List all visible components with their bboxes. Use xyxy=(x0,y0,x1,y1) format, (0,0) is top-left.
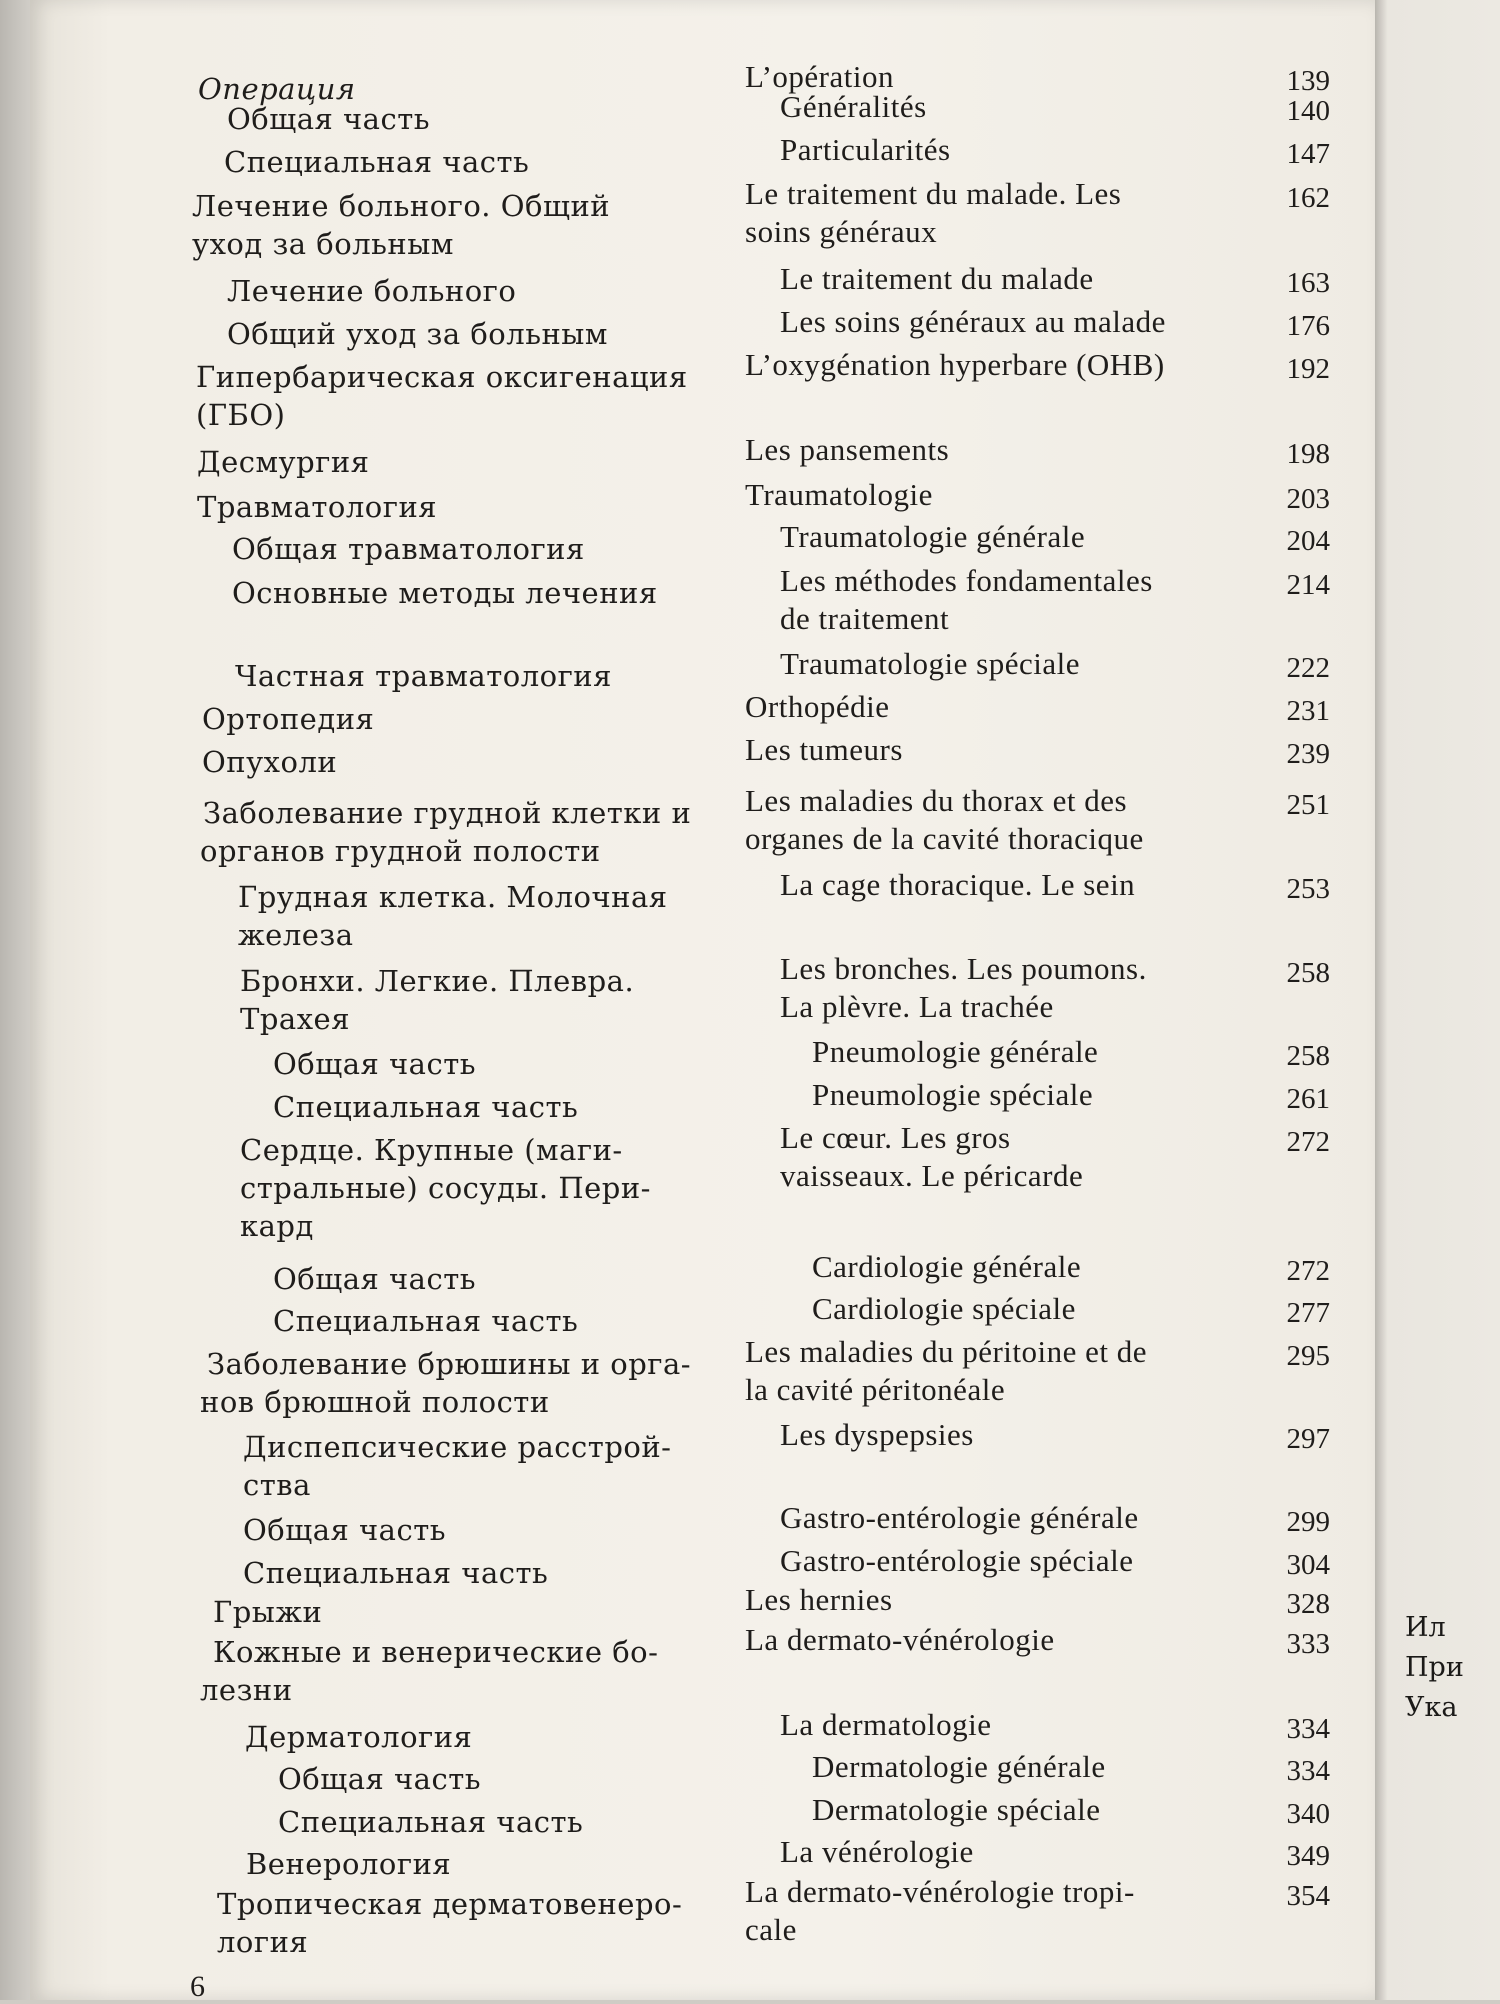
toc-entry-russian: Дерматология xyxy=(245,1720,473,1754)
toc-page-number: 192 xyxy=(1286,353,1330,385)
toc-page-number: 239 xyxy=(1286,738,1330,770)
toc-entry-french: Traumatologie xyxy=(745,477,933,512)
toc-entry-russian: Лечение больного xyxy=(227,274,517,308)
toc-entry-russian: Специальная часть xyxy=(224,145,530,179)
toc-entry-french: de traitement xyxy=(780,601,950,636)
toc-page-number: 295 xyxy=(1286,1340,1330,1372)
toc-page-number: 354 xyxy=(1286,1880,1330,1912)
toc-entry-french: cale xyxy=(745,1912,797,1947)
toc-page-number: 258 xyxy=(1286,1040,1330,1072)
toc-entry-russian: стральные) сосуды. Пери- xyxy=(240,1171,651,1205)
toc-entry-russian: Грудная клетка. Молочная xyxy=(238,880,668,914)
toc-entry-russian: Лечение больного. Общий xyxy=(192,189,611,223)
toc-page-number: 214 xyxy=(1286,569,1330,601)
toc-entry-russian: Специальная часть xyxy=(273,1304,579,1338)
toc-entry-french: Le traitement du malade. Les xyxy=(745,176,1122,211)
toc-page-number: 304 xyxy=(1286,1549,1330,1581)
toc-page-number: 163 xyxy=(1286,267,1330,299)
toc-entry-russian: Грыжи xyxy=(213,1595,323,1629)
toc-entry-french: Les hernies xyxy=(745,1582,893,1617)
toc-entry-french: Pneumologie spéciale xyxy=(812,1077,1094,1112)
page-number: 6 xyxy=(190,1970,205,2003)
toc-entry-russian: Общая травматология xyxy=(232,532,585,566)
toc-entry-russian: кард xyxy=(240,1209,314,1243)
toc-entry-russian: (ГБО) xyxy=(196,398,286,432)
toc-entry-french: Dermatologie générale xyxy=(812,1749,1106,1784)
toc-entry-french: soins généraux xyxy=(745,214,938,249)
toc-entry-russian: Травматология xyxy=(197,490,438,524)
toc-entry-french: Le cœur. Les gros xyxy=(780,1120,1011,1155)
toc-entry-french: organes de la cavité thoracique xyxy=(745,821,1144,856)
toc-entry-russian: Общая часть xyxy=(278,1762,482,1796)
toc-entry-russian: Тропическая дерматовенеро- xyxy=(217,1887,683,1921)
toc-page-number: 139 xyxy=(1286,65,1330,97)
toc-entry-russian: Специальная часть xyxy=(273,1090,579,1124)
toc-page-number: 204 xyxy=(1286,525,1330,557)
toc-entry-french: la cavité péritonéale xyxy=(745,1372,1006,1407)
toc-entry-french: La cage thoracique. Le sein xyxy=(780,867,1136,902)
toc-page-number: 277 xyxy=(1286,1297,1330,1329)
toc-page-number: 333 xyxy=(1286,1628,1330,1660)
toc-entry-russian: Десмургия xyxy=(197,445,370,479)
toc-entry-russian: Основные методы лечения xyxy=(232,576,658,610)
toc-entry-russian: железа xyxy=(238,918,354,952)
toc-page-number: 162 xyxy=(1286,182,1330,214)
toc-page-number: 328 xyxy=(1286,1588,1330,1620)
toc-entry-french: Les maladies du péritoine et de xyxy=(745,1334,1148,1369)
toc-page-number: 203 xyxy=(1286,483,1330,515)
toc-page-number: 231 xyxy=(1286,695,1330,727)
toc-entry-russian: Общая часть xyxy=(273,1047,477,1081)
toc-entry-french: Particularités xyxy=(780,132,951,167)
toc-entry-russian: уход за больным xyxy=(192,227,454,261)
toc-entry-russian: Бронхи. Легкие. Плевра. xyxy=(240,964,635,998)
toc-entry-french: L’oxygénation hyperbare (OHB) xyxy=(745,347,1165,382)
toc-entry-russian: Операция xyxy=(198,72,356,106)
toc-entry-russian: Общая часть xyxy=(273,1262,477,1296)
toc-entry-french: La dermatologie xyxy=(780,1707,992,1742)
toc-page-number: 261 xyxy=(1286,1083,1330,1115)
toc-entry-russian: Венерология xyxy=(246,1847,452,1881)
facing-page-fragment: При xyxy=(1405,1652,1464,1683)
toc-page-number: 253 xyxy=(1286,873,1330,905)
toc-entry-french: Traumatologie générale xyxy=(780,519,1086,554)
toc-entry-russian: Опухоли xyxy=(202,745,338,779)
toc-page-number: 140 xyxy=(1286,95,1330,127)
toc-page-number: 272 xyxy=(1286,1126,1330,1158)
toc-page-number: 251 xyxy=(1286,789,1330,821)
toc-page-number: 222 xyxy=(1286,652,1330,684)
toc-page-number: 349 xyxy=(1286,1840,1330,1872)
toc-entry-russian: Диспепсические расстрой- xyxy=(243,1430,672,1464)
toc-entry-french: Cardiologie générale xyxy=(812,1249,1082,1284)
toc-page-number: 334 xyxy=(1286,1755,1330,1787)
toc-entry-russian: Заболевание брюшины и орга- xyxy=(207,1347,692,1381)
toc-entry-russian: Кожные и венерические бо- xyxy=(213,1635,659,1669)
toc-entry-russian: Общая часть xyxy=(243,1513,447,1547)
toc-entry-russian: органов грудной полости xyxy=(200,834,601,868)
toc-entry-french: Dermatologie spéciale xyxy=(812,1792,1101,1827)
toc-entry-french: Orthopédie xyxy=(745,689,890,724)
toc-entry-french: Les pansements xyxy=(745,432,950,467)
toc-entry-russian: Специальная часть xyxy=(243,1556,549,1590)
toc-entry-russian: Сердце. Крупные (маги- xyxy=(240,1133,623,1167)
toc-page-number: 198 xyxy=(1286,438,1330,470)
toc-entry-russian: логия xyxy=(217,1925,309,1959)
toc-entry-french: La plèvre. La trachée xyxy=(780,989,1054,1024)
toc-entry-russian: Общая часть xyxy=(227,102,431,136)
facing-page-fragment: Ил xyxy=(1405,1612,1446,1643)
toc-entry-french: Gastro-entérologie spéciale xyxy=(780,1543,1134,1578)
toc-page-number: 297 xyxy=(1286,1423,1330,1455)
toc-entry-french: L’opération xyxy=(745,59,894,94)
toc-entry-russian: Гипербарическая оксигенация xyxy=(196,360,688,394)
toc-page-number: 258 xyxy=(1286,957,1330,989)
toc-entry-french: Les dyspepsies xyxy=(780,1417,974,1452)
toc-entry-french: Les maladies du thorax et des xyxy=(745,783,1128,818)
toc-entry-french: Les tumeurs xyxy=(745,732,903,767)
toc-entry-french: Pneumologie générale xyxy=(812,1034,1099,1069)
toc-entry-russian: нов брюшной полости xyxy=(200,1385,550,1419)
toc-entry-russian: Частная травматология xyxy=(235,659,612,693)
toc-page-number: 176 xyxy=(1286,310,1330,342)
toc-page-number: 299 xyxy=(1286,1506,1330,1538)
toc-entry-russian: ства xyxy=(243,1468,311,1502)
toc-entry-french: La vénérologie xyxy=(780,1834,974,1869)
toc-entry-french: Les bronches. Les poumons. xyxy=(780,951,1147,986)
toc-entry-french: Cardiologie spéciale xyxy=(812,1291,1076,1326)
toc-entry-russian: Общий уход за больным xyxy=(227,317,608,351)
toc-entry-russian: Трахея xyxy=(240,1002,351,1036)
toc-entry-french: Les méthodes fondamentales xyxy=(780,563,1153,598)
toc-entry-french: Le traitement du malade xyxy=(780,261,1094,296)
toc-page-number: 147 xyxy=(1286,138,1330,170)
facing-page-fragment: Ука xyxy=(1405,1692,1458,1723)
toc-page-number: 334 xyxy=(1286,1713,1330,1745)
toc-page-number: 340 xyxy=(1286,1798,1330,1830)
toc-entry-russian: Специальная часть xyxy=(278,1805,584,1839)
toc-entry-french: Traumatologie spéciale xyxy=(780,646,1080,681)
toc-entry-french: Généralités xyxy=(780,89,927,124)
toc-entry-french: vaisseaux. Le péricarde xyxy=(780,1158,1084,1193)
toc-page-number: 272 xyxy=(1286,1255,1330,1287)
toc-entry-russian: Заболевание грудной клетки и xyxy=(203,796,692,830)
toc-entry-russian: Ортопедия xyxy=(202,702,375,736)
toc-entry-french: Les soins généraux au malade xyxy=(780,304,1166,339)
toc-entry-french: Gastro-entérologie générale xyxy=(780,1500,1139,1535)
toc-entry-french: La dermato-vénérologie xyxy=(745,1622,1055,1657)
toc-entry-french: La dermato-vénérologie tropi- xyxy=(745,1874,1135,1909)
toc-entry-russian: лезни xyxy=(200,1673,293,1707)
